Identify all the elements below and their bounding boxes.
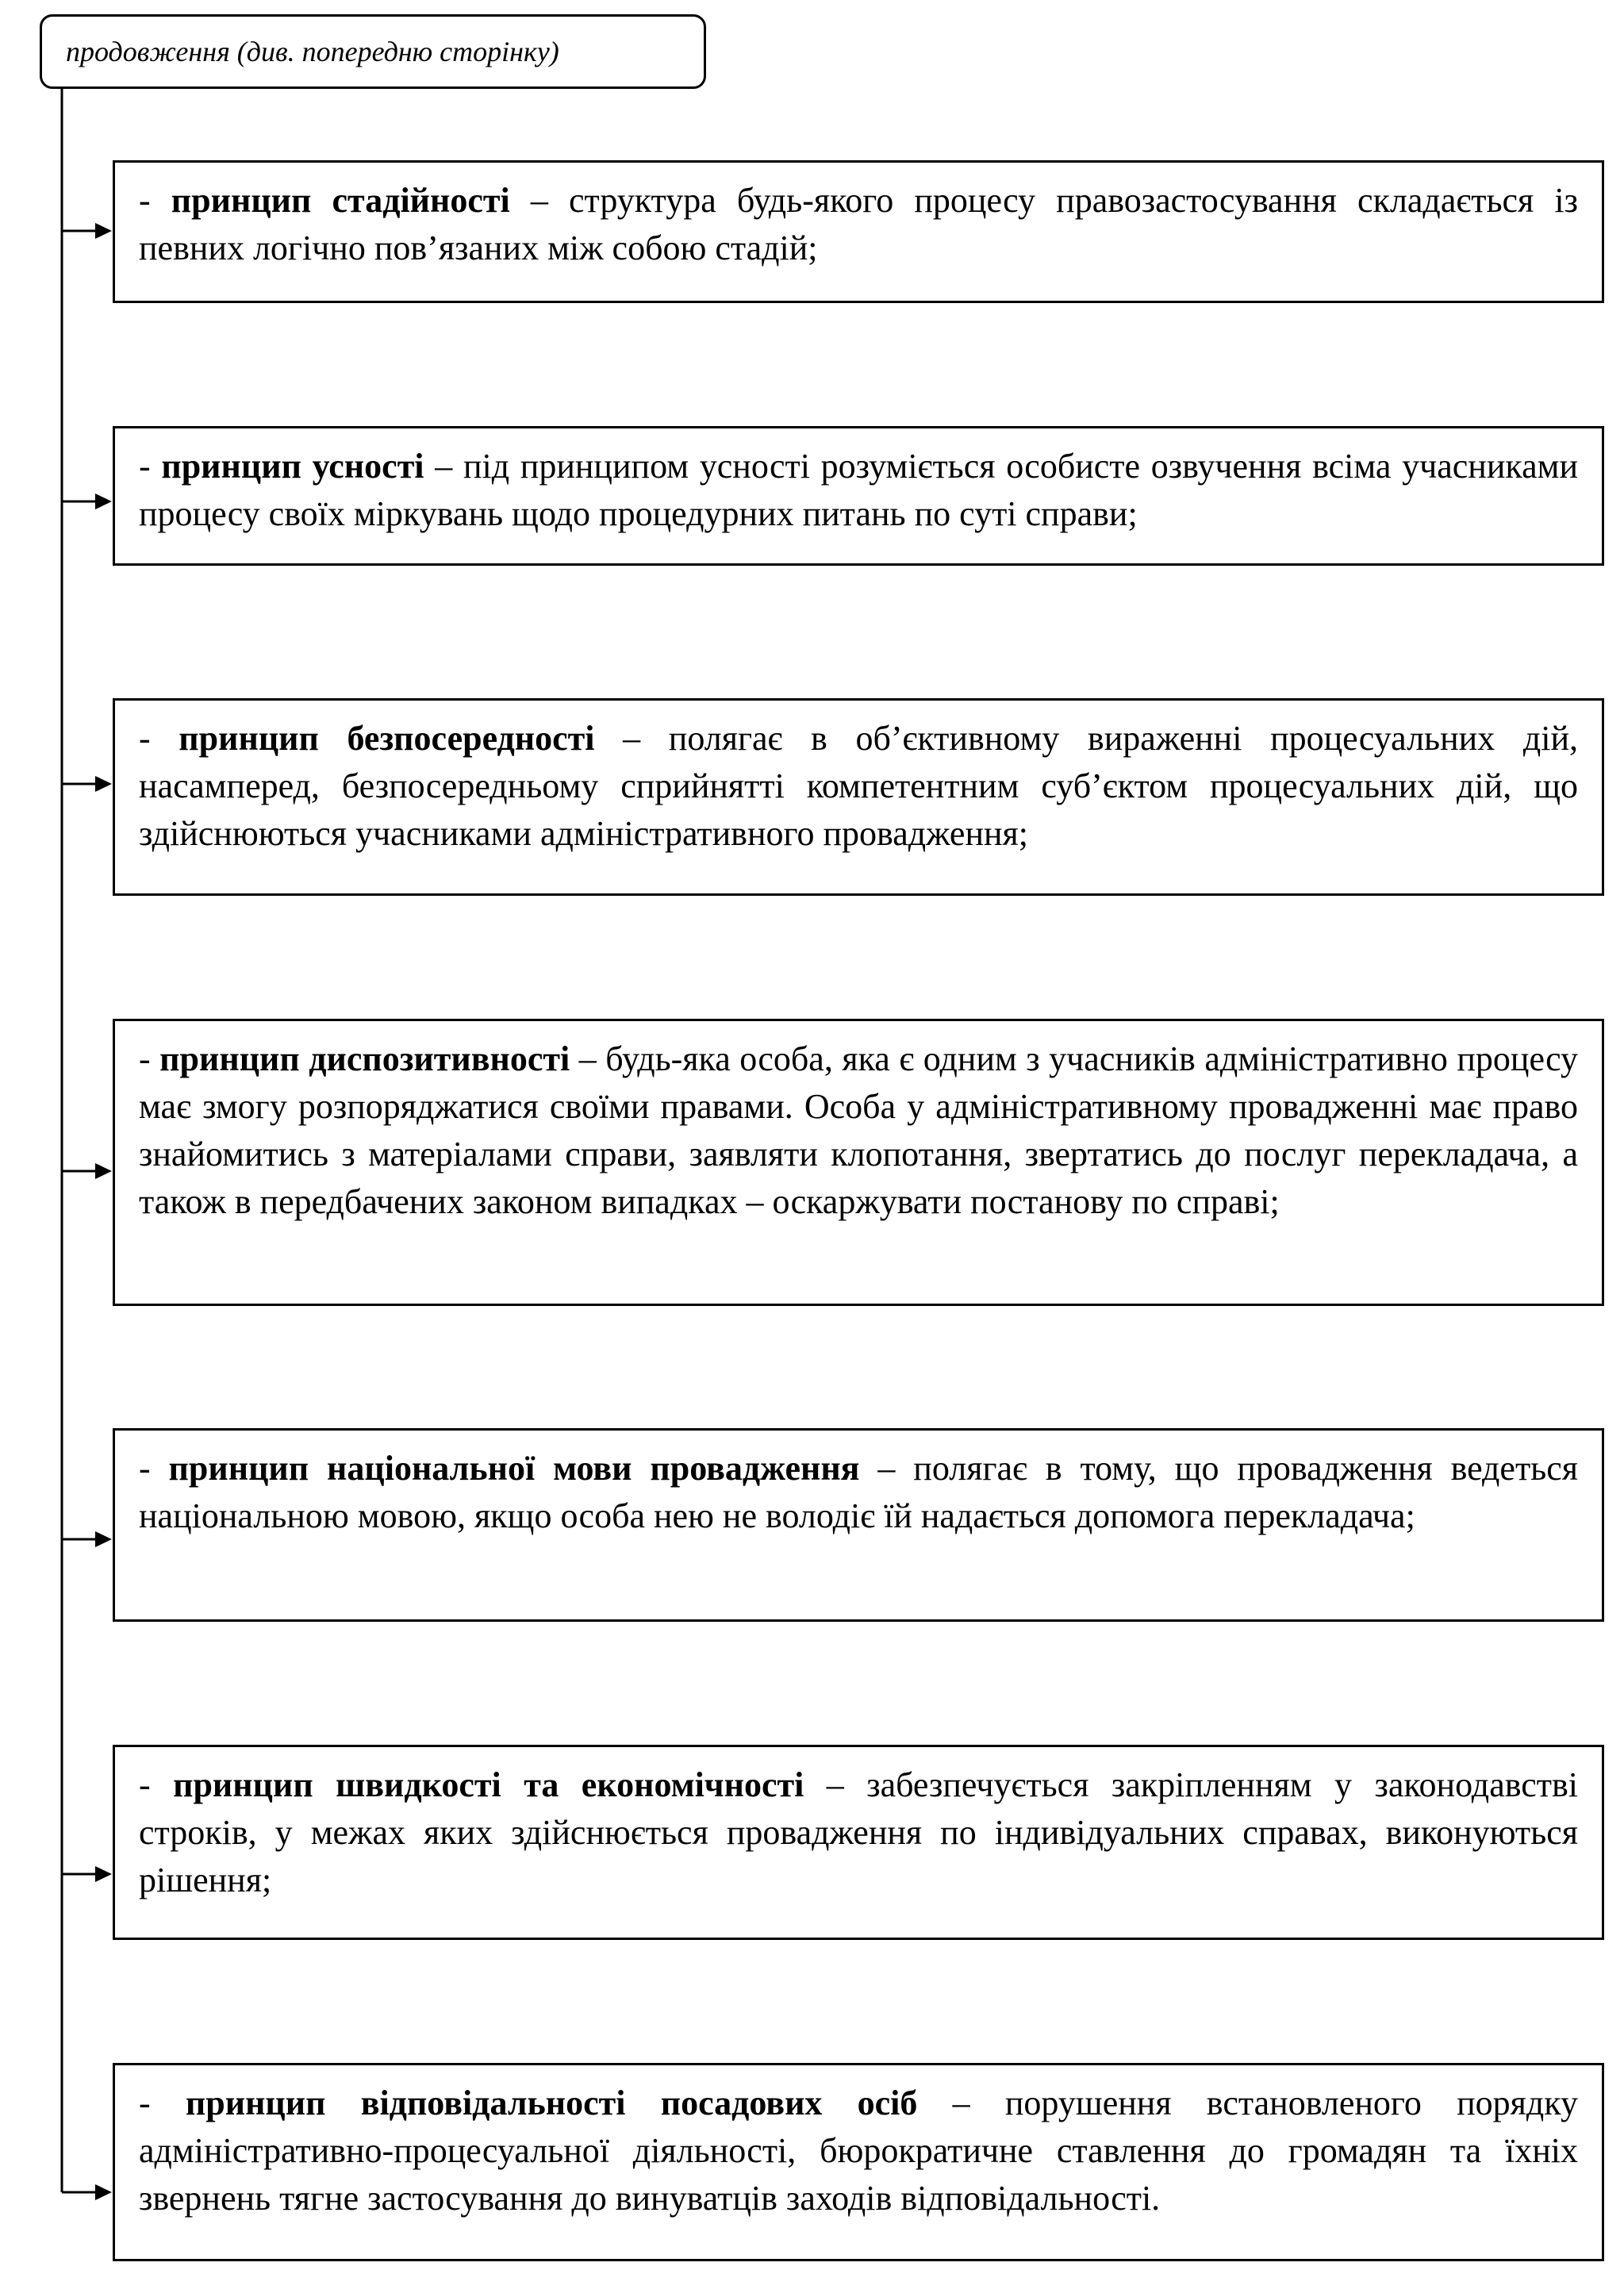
principle-description-1: структура будь-якого процесу правозастосування складається із певних логічно пов’язаних між собою стадій; [139, 181, 1579, 267]
principle-text-7: - принцип відповідальності посадових осіб – порушення встановленого порядку адміністративно-процесуальної діяльності, бюрократичне ставлення до громадян та їхніх звернень тягне застосування до винуватців заходів відповідальності. [139, 2084, 1579, 2218]
principle-description-2: під принципом усності розуміється особисте озвучення всіма учасниками процесу своїх міркувань щодо процедурних питань по суті справи; [139, 447, 1579, 533]
arrow-1 [62, 223, 112, 239]
principle-term-3: принцип безпосередності [179, 719, 595, 758]
principle-box-1 [113, 160, 1604, 303]
principle-box-7 [113, 2063, 1604, 2261]
principle-box-5 [113, 1428, 1604, 1622]
principle-box-6 [113, 1745, 1604, 1940]
principle-text-5: - принцип національної мови провадження – полягає в тому, що провадження ведеться національною мовою, якщо особа нею не володіє їй надається допомога перекладача; [139, 1449, 1579, 1535]
principle-term-2: принцип усності [161, 447, 424, 486]
principle-description-3: полягає в об’єктивному вираженні процесуальних дій, насамперед, безпосередньому сприйнятті компетентним суб’єктом процесуальних дій, що здійснюються учасниками адміністративного провадження; [139, 719, 1578, 853]
principle-description-6: забезпечується закріпленням у законодавстві строків, у межах яких здійснюється провадження по індивідуальних справах, виконуються рішення; [139, 1765, 1578, 1899]
arrow-6 [62, 1866, 112, 1882]
principle-text-4: - принцип диспозитивності – будь-яка особа, яка є одним з учасників адміністративно процесу має змогу розпоряджатися своїми правами. Особа у адміністративному провадженні має право знайомитись з матеріалами справи, заявляти клопотання, звертатись до послуг перекладача, а також в передбачених законом випадках – оскаржувати постанову по справі; [139, 1039, 1579, 1221]
arrow-3 [62, 776, 112, 792]
principle-box-2 [113, 426, 1604, 566]
principle-term-1: принцип стадійності [171, 181, 510, 220]
principle-description-4: будь-яка особа, яка є одним з учасників адміністративно процесу має змогу розпоряджатися своїми правами. Особа у адміністративному провадженні має право знайомитись з матеріалами справи, заявляти клопотання, звертатись до послуг перекладача, а також в передбачених законом випадках – оскаржувати постанову по справі; [139, 1039, 1579, 1221]
principle-text-3: - принцип безпосередності – полягає в об’єктивному вираженні процесуальних дій, насамперед, безпосередньому сприйнятті компетентним суб’єктом процесуальних дій, що здійснюються учасниками адміністративного провадження; [139, 719, 1578, 853]
principle-box-3 [113, 698, 1604, 896]
principle-term-7: принцип відповідальності посадових осіб [185, 2084, 918, 2122]
principle-term-6: принцип швидкості та економічності [173, 1765, 804, 1804]
principle-description-7: порушення встановленого порядку адміністративно-процесуальної діяльності, бюрократичне ставлення до громадян та їхніх звернень тягне застосування до винуватців заходів відповідальності. [139, 2084, 1579, 2218]
principle-description-5: полягає в тому, що провадження ведеться національною мовою, якщо особа нею не володіє їй надається допомога перекладача; [139, 1449, 1579, 1535]
principle-text-1: - принцип стадійності – структура будь-якого процесу правозастосування складається із певних логічно пов’язаних між собою стадій; [139, 181, 1579, 267]
arrow-7 [62, 2184, 112, 2200]
arrow-5 [62, 1531, 112, 1547]
continuation-header-box [40, 14, 706, 89]
continuation-header-text: продовження (див. попередню сторінку) [66, 36, 559, 67]
principle-term-4: принцип диспозитивності [159, 1039, 570, 1078]
principle-text-2: - принцип усності – під принципом усності розуміється особисте озвучення всіма учасниками процесу своїх міркувань щодо процедурних питань по суті справи; [139, 447, 1579, 533]
principle-box-4 [113, 1019, 1604, 1306]
arrow-2 [62, 494, 112, 509]
arrow-4 [62, 1163, 112, 1179]
principle-term-5: принцип національної мови провадження [168, 1449, 860, 1488]
principle-text-6: - принцип швидкості та економічності – забезпечується закріпленням у законодавстві строків, у межах яких здійснюється провадження по індивідуальних справах, виконуються рішення; [139, 1765, 1578, 1899]
